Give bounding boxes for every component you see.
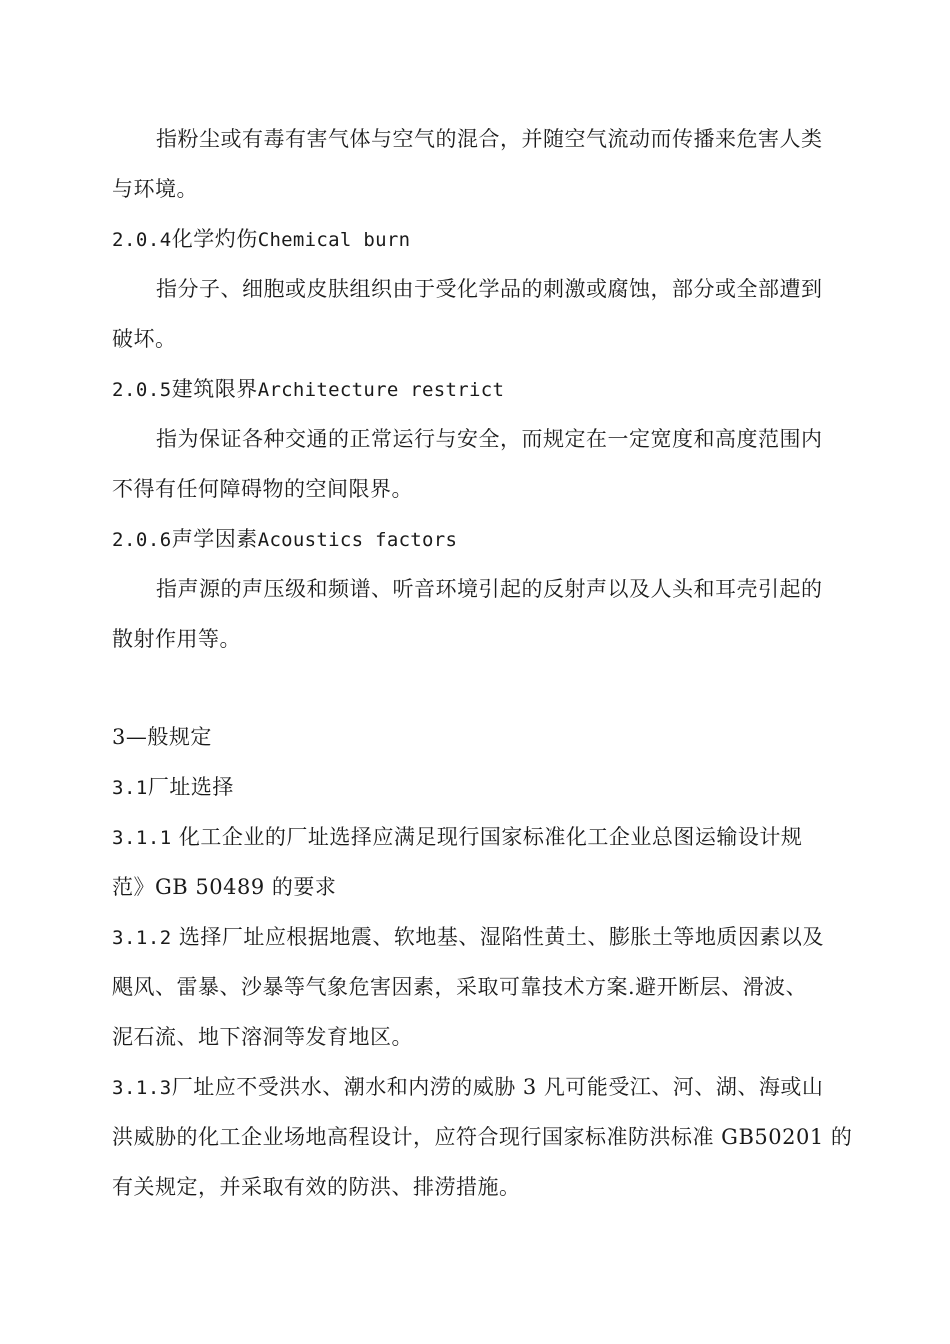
s312-line-3: 泥石流、地下溶洞等发育地区。 [112,1025,413,1049]
s313-line-2: 洪威胁的化工企业场地高程设计，应符合现行国家标准防洪标准 GB50201 的 [112,1125,853,1149]
s205-title-cn: 建筑限界 [171,377,258,401]
s313-text: 厂址应不受洪水、潮水和内涝的威胁 3 凡可能受江、河、湖、海或山 [171,1075,824,1099]
s203-definition-line-1: 指粉尘或有毒有害气体与空气的混合，并随空气流动而传播来危害人类 [156,127,823,151]
s203-definition-line-2: 与环境。 [112,177,198,201]
section-3-heading: 3—般规定 [112,725,212,749]
s206-title-en: Acoustics factors [257,529,458,551]
s204-definition-line-2: 破坏。 [112,327,177,351]
s311-line-1 [112,822,802,853]
s312-line-2: 飓风、雷暴、沙暴等气象危害因素，采取可靠技术方案.避开断层、滑波、 [112,975,808,999]
s205-definition-line-2: 不得有任何障碍物的空间限界。 [112,477,413,501]
s313-line-3: 有关规定，并采取有效的防洪、排涝措施。 [112,1175,521,1199]
s204-heading [112,224,410,255]
s205-number: 2.0.5 [112,379,172,401]
s311-text: 化工企业的厂址选择应满足现行国家标准化工企业总图运输设计规 [171,825,803,849]
s204-definition-line-1: 指分子、细胞或皮肤组织由于受化学品的刺激或腐蚀，部分或全部遭到 [156,277,823,301]
s31-heading [112,772,234,803]
s31-title: 厂址选择 [147,775,234,799]
s311-number: 3.1.1 [112,827,172,849]
s206-heading [112,524,457,555]
s312-number: 3.1.2 [112,927,172,949]
s313-line-1 [112,1072,823,1103]
s312-text: 选择厂址应根据地震、软地基、湿陷性黄土、膨胀土等地质因素以及 [171,925,824,949]
s205-title-en: Architecture restrict [257,379,505,401]
s206-number: 2.0.6 [112,529,172,551]
s31-number: 3.1 [112,777,148,799]
s205-heading [112,374,504,405]
s204-title-en: Chemical burn [257,229,411,251]
s205-definition-line-1: 指为保证各种交通的正常运行与安全，而规定在一定宽度和高度范围内 [156,427,823,451]
s204-title-cn: 化学灼伤 [171,227,258,251]
s312-line-1 [112,922,824,953]
s206-title-cn: 声学因素 [171,527,258,551]
s206-definition-line-2: 散射作用等。 [112,627,241,651]
s313-number: 3.1.3 [112,1077,172,1099]
s204-number: 2.0.4 [112,229,172,251]
s311-line-2: 范》GB 50489 的要求 [112,875,337,899]
s206-definition-line-1: 指声源的声压级和频谱、听音环境引起的反射声以及人头和耳壳引起的 [156,577,823,601]
